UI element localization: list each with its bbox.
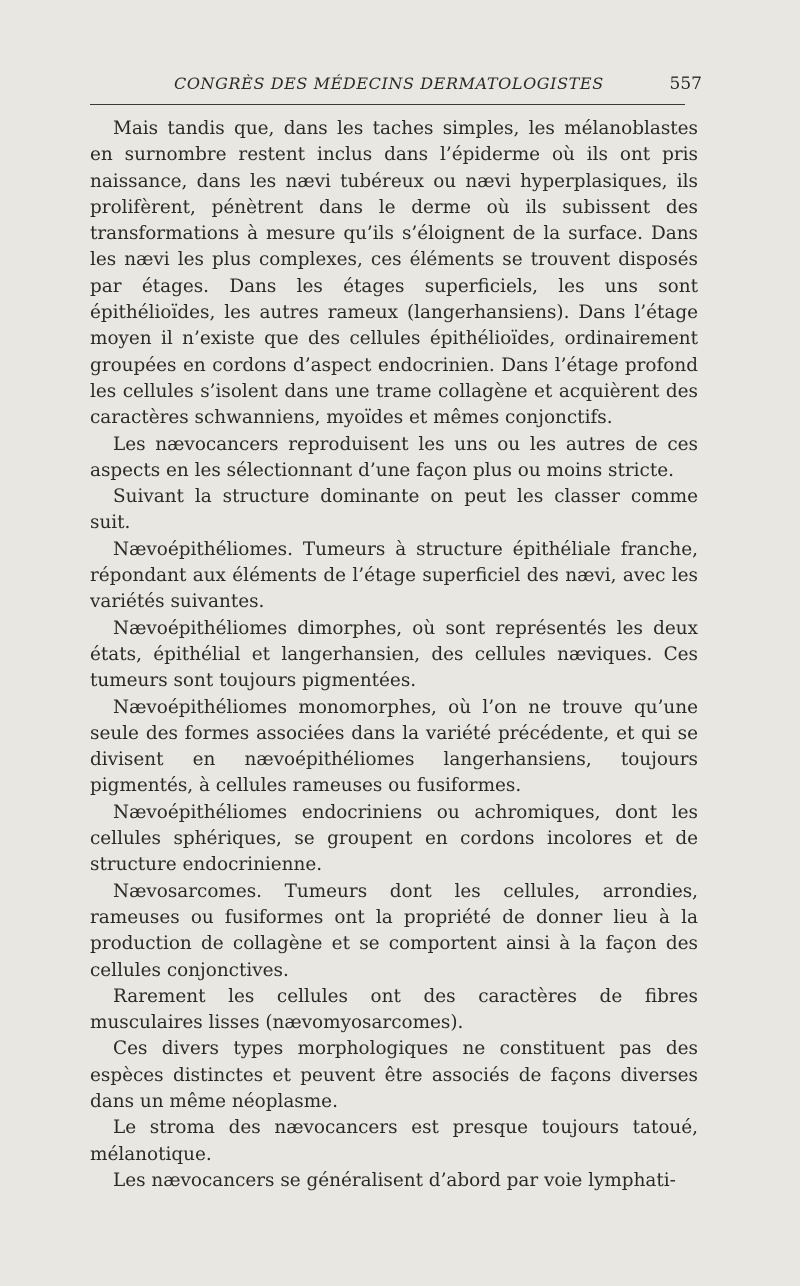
page-number: 557 bbox=[669, 74, 702, 94]
paragraph: Nævoépithéliomes endocriniens ou achromiques, dont les cellules sphériques, se groupent en cordons incolores et de structure endocrinienne. bbox=[90, 801, 698, 876]
paragraph: Les nævocancers se généralisent d’abord par voie lymphati- bbox=[113, 1169, 676, 1191]
header-rule bbox=[90, 104, 685, 105]
paragraph: Ces divers types morphologiques ne constituent pas des espèces distinctes et peuvent être associés de façons diverses dans un même néoplasme. bbox=[90, 1038, 698, 1112]
paragraph: Le stroma des nævocancers est presque toujours tatoué, mélanotique. bbox=[90, 1117, 698, 1165]
page-header bbox=[90, 74, 702, 104]
running-head: CONGRÈS DES MÉDECINS DERMATOLOGISTES bbox=[174, 74, 604, 93]
paragraph: Mais tandis que, dans les taches simples, les mélanoblastes en surnombre restent inclus dans l’épiderme où ils ont pris naissance, dans les nævi tubéreux ou nævi hyperplasiques, ils prolifèrent, pénètrent dans le derme où ils subissent des transformations à mesure qu’ils s’éloignent de la surface. Dans les nævi les plus complexes, ces éléments se trouvent disposés par étages. Dans les étages superficiels, les uns sont épithélioïdes, les autres rameux (langerhansiens). Dans l’étage moyen il n’existe que des cellules épithélioïdes, ordinairement groupées en cordons d’aspect endocrinien. Dans l’étage profond les cellules s’isolent dans une trame collagène et acquièrent des caractères schwanniens, myoïdes et mêmes conjonctifs. bbox=[90, 118, 698, 429]
paragraph: Nævoépithéliomes dimorphes, où sont représentés les deux états, épithélial et langerhansien, des cellules næviques. Ces tumeurs sont toujours pigmentées. bbox=[90, 617, 698, 692]
paragraph: Rarement les cellules ont des caractères de fibres musculaires lisses (nævomyosarcomes). bbox=[90, 985, 698, 1034]
paragraph: Nævosarcomes. Tumeurs dont les cellules, arrondies, rameuses ou fusiformes ont la propriété de donner lieu à la production de collagène et se comportent ainsi à la façon des cellules conjonctives. bbox=[90, 880, 698, 981]
paragraph: Suivant la structure dominante on peut les classer comme suit. bbox=[90, 486, 698, 534]
body-text bbox=[90, 116, 698, 1194]
paragraph: Nævoépithéliomes. Tumeurs à structure épithéliale franche, répondant aux éléments de l’étage superficiel des nævi, avec les variétés suivantes. bbox=[90, 538, 698, 613]
paragraph: Les nævocancers reproduisent les uns ou les autres de ces aspects en les sélectionnant d’une façon plus ou moins stricte. bbox=[90, 433, 698, 481]
paragraph: Nævoépithéliomes monomorphes, où l’on ne trouve qu’une seule des formes associées dans la variété précédente, et qui se divisent en nævoépithéliomes langerhansiens, toujours pigmentés, à cellules rameuses ou fusiformes. bbox=[90, 696, 698, 797]
